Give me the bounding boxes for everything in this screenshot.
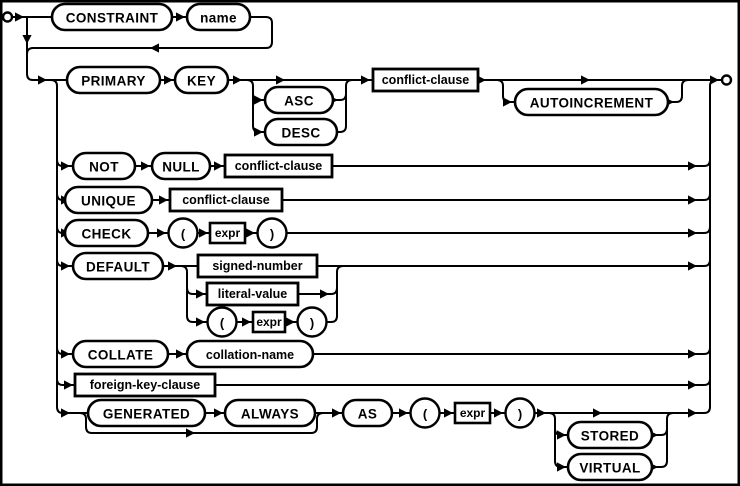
node-check — [65, 220, 148, 246]
node-expr-check[interactable] — [210, 223, 245, 243]
node-lparen-default — [208, 308, 237, 337]
label-as: AS — [357, 406, 378, 422]
node-conflict-clause-not-null[interactable] — [225, 155, 332, 177]
end-terminal — [722, 76, 731, 85]
node-rparen-generated — [506, 399, 535, 428]
node-not — [73, 153, 135, 179]
node-as — [343, 400, 392, 426]
label-collate: COLLATE — [87, 347, 154, 363]
node-default — [73, 253, 163, 279]
start-terminal — [3, 13, 12, 22]
label-key: KEY — [187, 73, 216, 89]
node-rparen-default — [298, 308, 327, 337]
node-collate — [73, 341, 168, 367]
label-name: name — [200, 10, 237, 26]
node-virtual — [568, 454, 652, 480]
node-expr-generated[interactable] — [455, 403, 490, 423]
label-collation-name: collation-name — [205, 348, 295, 362]
node-collation-name — [187, 341, 313, 367]
node-always — [225, 400, 315, 426]
node-primary — [67, 67, 160, 93]
label-null: NULL — [162, 159, 200, 175]
label-lparen-check: ( — [180, 226, 186, 242]
node-lparen-check — [169, 219, 198, 248]
node-foreign-key-clause[interactable] — [75, 374, 215, 396]
node-constraint — [52, 4, 172, 30]
label-primary: PRIMARY — [81, 73, 146, 89]
node-conflict-clause-primary-key[interactable] — [373, 69, 478, 91]
label-lparen-default: ( — [219, 315, 225, 331]
label-stored: STORED — [580, 428, 640, 444]
label-rparen-default: ) — [309, 315, 315, 331]
label-rparen-generated: ) — [517, 406, 523, 422]
label-asc: ASC — [284, 93, 314, 109]
label-conflict-clause-not-null: conflict-clause — [234, 159, 323, 173]
node-autoincrement — [515, 89, 668, 115]
label-rparen-check: ) — [269, 226, 275, 242]
node-desc — [265, 119, 337, 145]
label-foreign-key-clause: foreign-key-clause — [89, 378, 201, 392]
label-generated: GENERATED — [102, 406, 191, 422]
node-expr-default[interactable] — [253, 312, 285, 332]
node-null — [152, 153, 210, 179]
label-virtual: VIRTUAL — [579, 460, 641, 476]
label-check: CHECK — [81, 226, 132, 242]
node-generated — [88, 400, 205, 426]
label-conflict-clause-primary-key: conflict-clause — [381, 73, 470, 87]
node-lparen-generated — [411, 399, 440, 428]
label-expr-check: expr — [214, 226, 241, 240]
node-rparen-check — [258, 219, 287, 248]
label-signed-number: signed-number — [212, 259, 303, 273]
label-autoincrement: AUTOINCREMENT — [529, 95, 654, 111]
node-literal-value[interactable] — [207, 283, 298, 305]
label-lparen-generated: ( — [422, 406, 428, 422]
node-stored — [568, 422, 652, 448]
label-expr-default: expr — [256, 315, 282, 329]
label-unique: UNIQUE — [81, 193, 136, 209]
node-name — [187, 4, 250, 30]
label-default: DEFAULT — [85, 259, 151, 275]
node-key — [175, 67, 228, 93]
label-literal-value: literal-value — [217, 287, 288, 301]
label-not: NOT — [89, 159, 119, 175]
label-conflict-clause-unique: conflict-clause — [182, 193, 270, 207]
label-expr-generated: expr — [459, 406, 486, 420]
node-asc — [265, 87, 333, 113]
label-constraint: CONSTRAINT — [65, 10, 159, 26]
node-unique — [65, 187, 152, 213]
node-signed-number[interactable] — [198, 255, 317, 277]
label-desc: DESC — [281, 125, 321, 141]
label-always: ALWAYS — [240, 406, 300, 422]
node-conflict-clause-unique[interactable] — [170, 189, 282, 211]
